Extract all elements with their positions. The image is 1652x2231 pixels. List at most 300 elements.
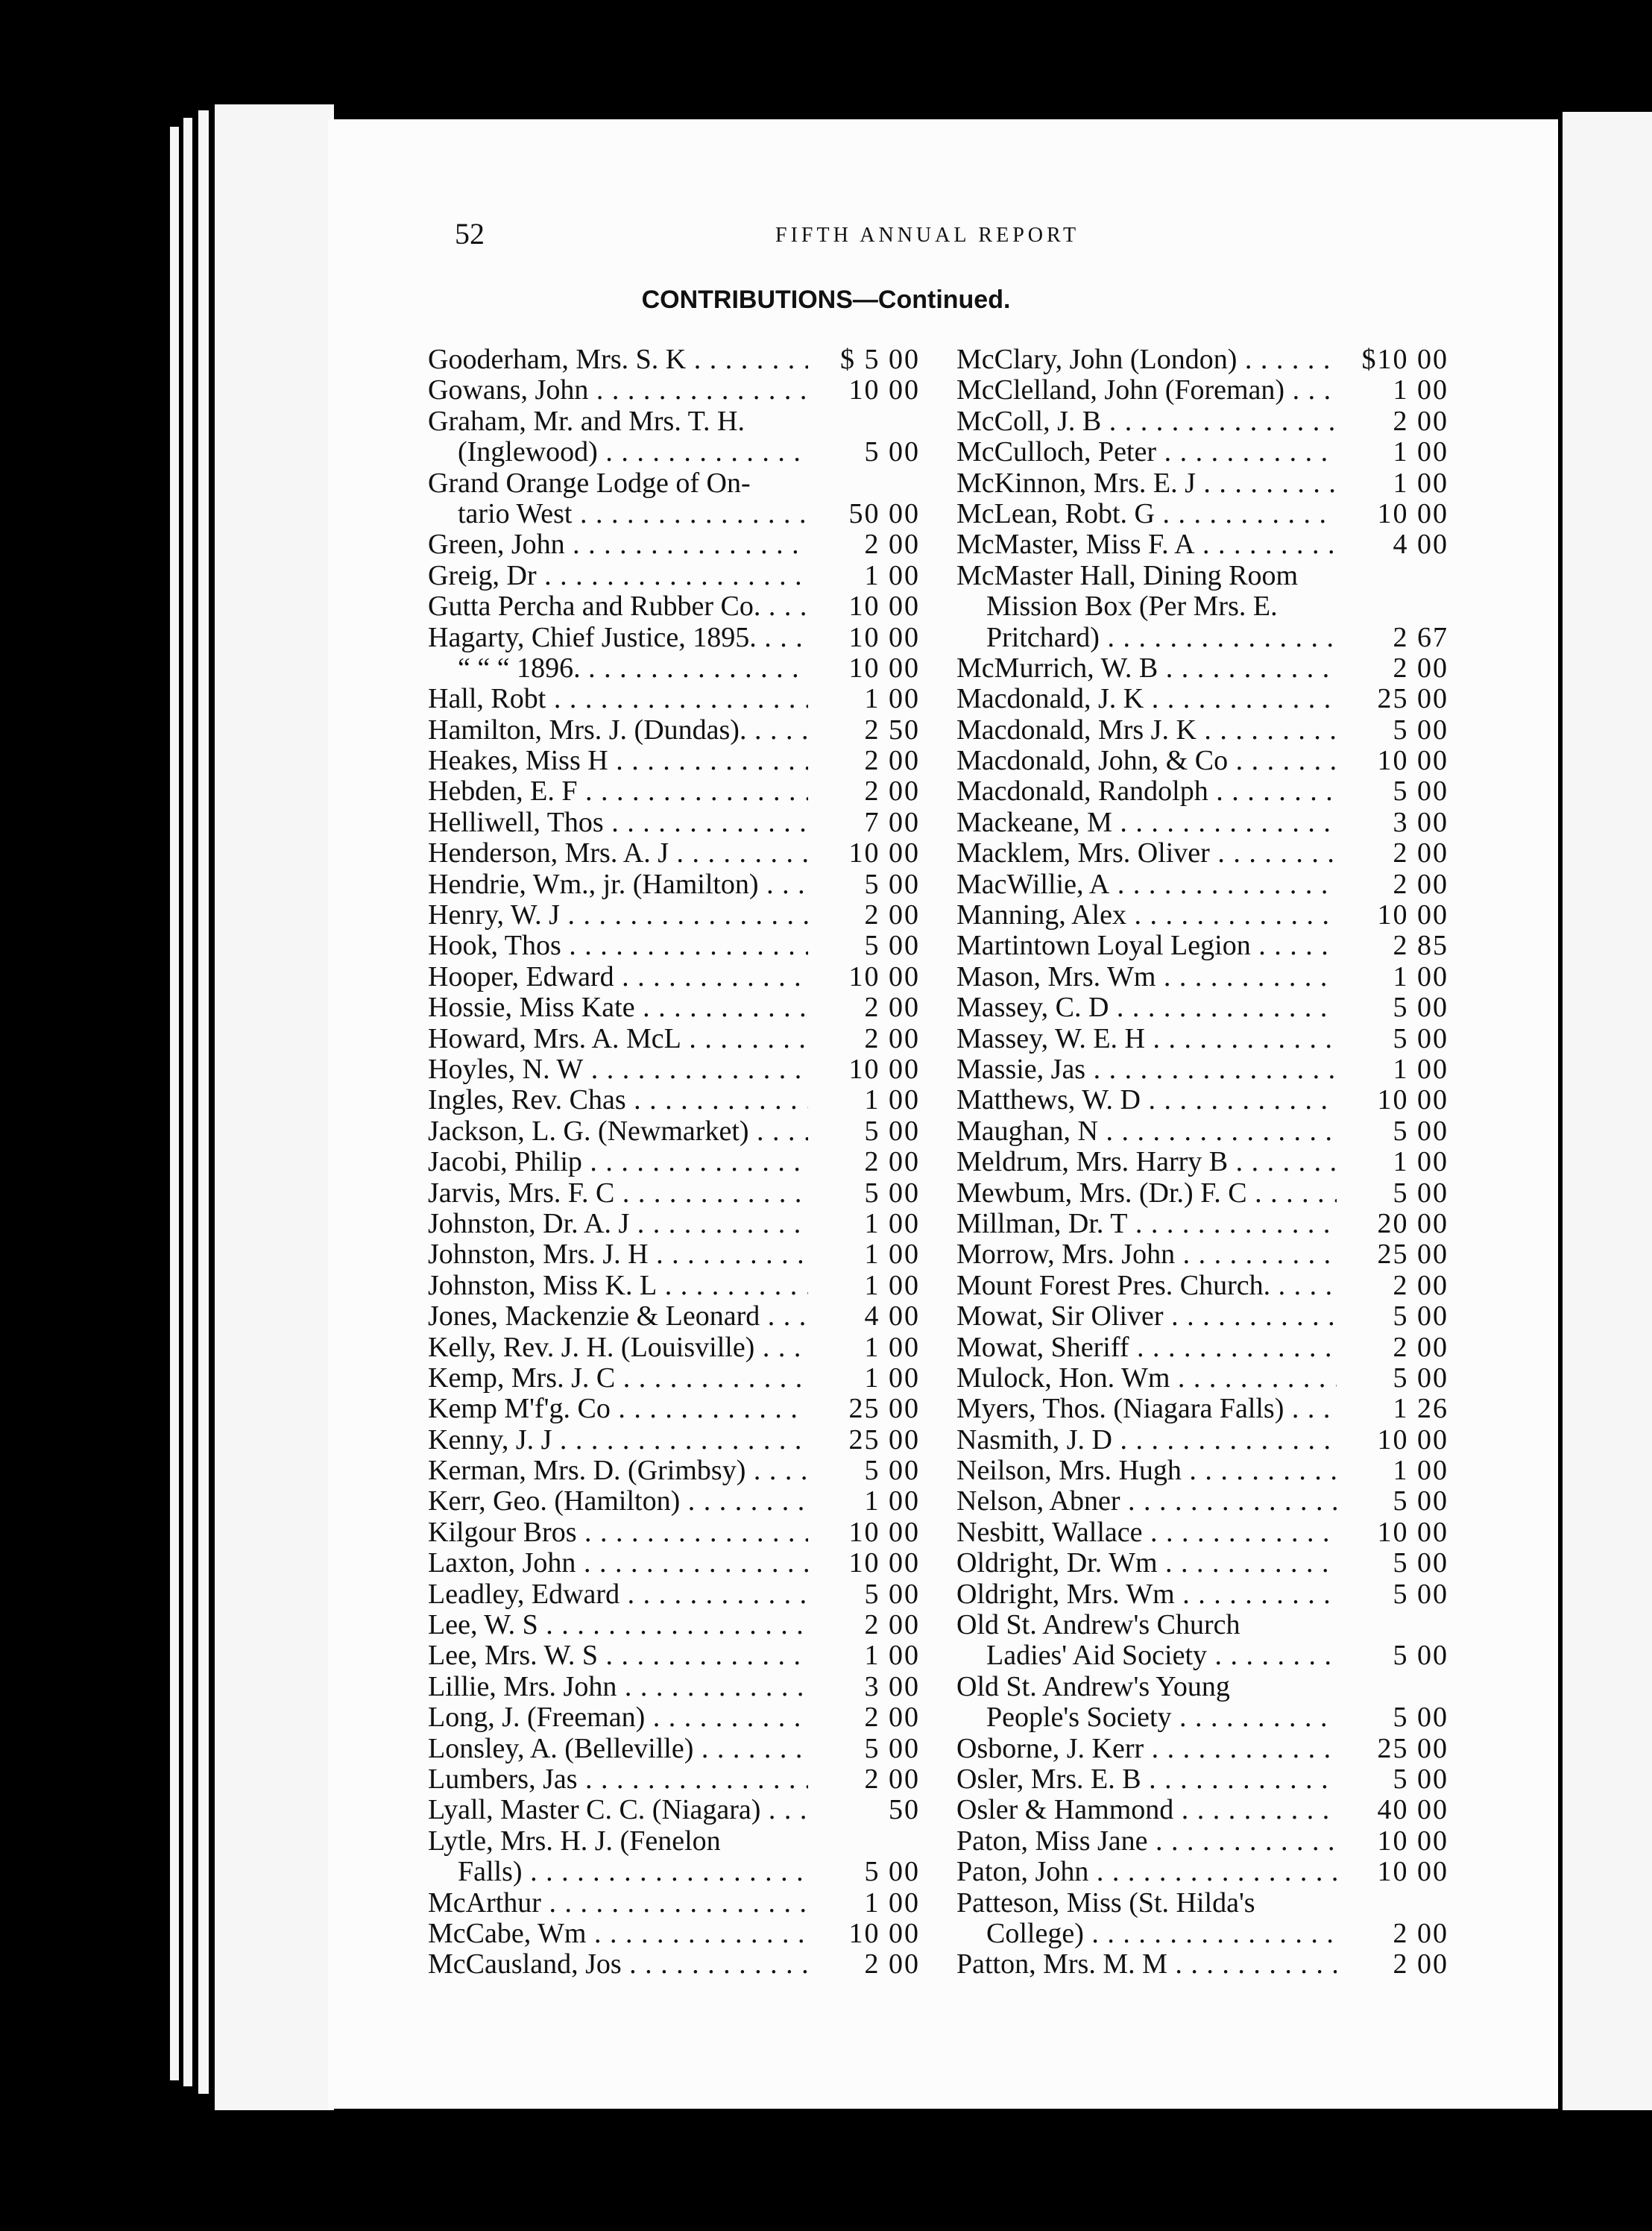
contributor-name: Hoyles, N. W . . . [428, 1054, 808, 1085]
contribution-amount: 2 00 [1338, 1919, 1448, 1949]
contribution-amount: 5 00 [1338, 776, 1448, 807]
contribution-row [956, 375, 1448, 406]
contribution-row [428, 1301, 920, 1332]
contribution-amount: 5 00 [1338, 1486, 1448, 1517]
contribution-amount: 10 00 [1338, 746, 1448, 776]
contributor-name: Greig, Dr . . . [428, 561, 808, 591]
contribution-amount: 5 00 [810, 1734, 920, 1764]
contributor-name: Lillie, Mrs. John . . . [428, 1672, 808, 1702]
contributor-name: McMaster, Miss F. A . . . [956, 529, 1337, 560]
contributor-name: Gutta Percha and Rubber Co. . . . [428, 591, 808, 622]
contribution-amount: 1 00 [810, 1363, 920, 1394]
contributor-name: Johnston, Miss K. L . . . [428, 1271, 808, 1301]
contribution-row [428, 1702, 920, 1733]
contributor-name: Kerman, Mrs. D. (Grimbsy) . . . [428, 1456, 808, 1486]
contribution-amount: 1 00 [1338, 1456, 1448, 1486]
contribution-row [428, 900, 920, 931]
contribution-amount: 10 00 [810, 1517, 920, 1548]
contribution-row [428, 869, 920, 900]
contribution-row [956, 1332, 1448, 1363]
contribution-row [956, 1394, 1448, 1424]
contribution-row [956, 406, 1448, 437]
contribution-row [428, 1363, 920, 1394]
contribution-amount: 50 [810, 1795, 920, 1825]
contribution-amount: 1 00 [1338, 468, 1448, 499]
contribution-amount: 25 00 [1338, 684, 1448, 714]
contributor-name: Mackeane, M . . . [956, 808, 1337, 838]
contributor-name: Lumbers, Jas . . . [428, 1764, 808, 1795]
page-edge-1 [170, 127, 179, 2080]
page-edge-2 [183, 118, 192, 2086]
contributor-name: Leadley, Edward . . . [428, 1579, 808, 1610]
contributor-name: Lee, W. S . . . [428, 1610, 808, 1640]
contributor-name: Howard, Mrs. A. McL . . . [428, 1024, 808, 1054]
contributor-name: Martintown Loyal Legion . . . [956, 931, 1337, 961]
facing-page-edge [1563, 112, 1652, 2110]
contribution-amount: 5 00 [1338, 1640, 1448, 1671]
contribution-row [956, 962, 1448, 992]
contribution-row [428, 962, 920, 992]
contribution-amount: 2 67 [1338, 623, 1448, 653]
contribution-row [956, 1919, 1448, 1949]
contribution-row [956, 1610, 1448, 1640]
contribution-amount: 10 00 [1338, 900, 1448, 931]
contributor-name: Mason, Mrs. Wm . . . [956, 962, 1337, 992]
contribution-row [956, 1271, 1448, 1301]
running-head: FIFTH ANNUAL REPORT [775, 224, 1080, 247]
contribution-amount: 2 00 [1338, 1332, 1448, 1363]
contribution-amount: 10 00 [810, 623, 920, 653]
contributor-name: Johnston, Mrs. J. H . . . [428, 1239, 808, 1270]
contributor-name: McMaster Hall, Dining Room [956, 560, 1299, 591]
contribution-amount: 3 00 [810, 1672, 920, 1702]
contribution-amount: 40 00 [1338, 1795, 1448, 1825]
contribution-amount: 1 00 [810, 1209, 920, 1239]
contribution-amount: 2 00 [810, 529, 920, 560]
contribution-amount: $ 5 00 [810, 344, 920, 375]
contribution-row [428, 992, 920, 1023]
contribution-row [956, 992, 1448, 1023]
contribution-row [956, 561, 1448, 591]
contribution-row [428, 591, 920, 622]
contributor-name: Gooderham, Mrs. S. K . . . [428, 344, 808, 375]
contribution-row [428, 1456, 920, 1486]
contribution-row [956, 808, 1448, 838]
contributor-name: Old St. Andrew's Young [956, 1671, 1230, 1702]
contribution-row [428, 1579, 920, 1610]
contributor-name: Osler, Mrs. E. B . . . [956, 1764, 1337, 1795]
contributor-name: Hossie, Miss Kate . . . [428, 992, 808, 1023]
contribution-amount: 5 00 [810, 1456, 920, 1486]
contribution-amount: 10 00 [810, 591, 920, 622]
contribution-amount: 5 00 [1338, 1178, 1448, 1209]
contributor-name: Hooper, Edward . . . [428, 962, 808, 992]
contribution-amount: 2 85 [1338, 931, 1448, 961]
contribution-row [428, 561, 920, 591]
contributor-name: Ingles, Rev. Chas . . . [428, 1085, 808, 1116]
contribution-row [428, 1239, 920, 1270]
contributor-name: Massie, Jas . . . [956, 1054, 1337, 1085]
contribution-amount: 2 00 [1338, 1949, 1448, 1980]
contribution-row [956, 1548, 1448, 1579]
contributor-name: Nesbitt, Wallace . . . [956, 1517, 1337, 1548]
contribution-row [956, 623, 1448, 653]
contribution-row [428, 1178, 920, 1209]
contribution-row [428, 1054, 920, 1085]
contribution-row [428, 468, 920, 499]
contribution-row [956, 1702, 1448, 1733]
contributor-name: Helliwell, Thos . . . [428, 808, 808, 838]
contribution-row [956, 900, 1448, 931]
contribution-row [956, 838, 1448, 869]
contribution-row [956, 1147, 1448, 1177]
contribution-row [428, 808, 920, 838]
contributor-name: Grand Orange Lodge of On- [428, 468, 751, 499]
contribution-amount: 5 00 [1338, 992, 1448, 1023]
contributor-name: Heakes, Miss H . . . [428, 746, 808, 776]
contribution-amount: 5 00 [810, 437, 920, 468]
contributor-name: Lonsley, A. (Belleville) . . . [428, 1734, 808, 1764]
contribution-row [428, 776, 920, 807]
contribution-row [956, 653, 1448, 684]
left-column [428, 344, 920, 1980]
contribution-amount: 2 00 [810, 1764, 920, 1795]
contribution-amount: 1 00 [810, 1239, 920, 1270]
contribution-row [428, 684, 920, 714]
contribution-amount: 1 26 [1338, 1394, 1448, 1424]
contribution-amount: 1 00 [810, 684, 920, 714]
contributor-name: Hagarty, Chief Justice, 1895. . . . [428, 623, 808, 653]
contribution-row [428, 1209, 920, 1239]
contributor-name: Hebden, E. F . . . [428, 776, 808, 807]
contributor-name: Macdonald, Randolph . . . [956, 776, 1337, 807]
contribution-amount: 25 00 [810, 1394, 920, 1424]
contribution-amount: 10 00 [810, 838, 920, 869]
contribution-row [956, 1640, 1448, 1671]
contributor-name: Maughan, N . . . [956, 1116, 1337, 1147]
contribution-amount: 5 00 [1338, 1301, 1448, 1332]
contribution-amount: 2 00 [810, 1147, 920, 1177]
contributor-name: Manning, Alex . . . [956, 900, 1337, 931]
contributor-name: Kerr, Geo. (Hamilton) . . . [428, 1486, 808, 1517]
contribution-amount: 2 00 [810, 992, 920, 1023]
contribution-amount: 7 00 [810, 808, 920, 838]
contributor-name: tario West . . . [458, 499, 808, 529]
contribution-row [956, 591, 1448, 622]
contribution-row [428, 437, 920, 468]
contributor-name: Lyall, Master C. C. (Niagara) . . . [428, 1795, 808, 1825]
contribution-row [428, 1795, 920, 1825]
contribution-row [956, 1486, 1448, 1517]
contributor-name: Kelly, Rev. J. H. (Louisville) . . . [428, 1332, 808, 1363]
contribution-row [956, 1209, 1448, 1239]
contributor-name: Macdonald, John, & Co . . . [956, 746, 1337, 776]
contribution-row [428, 1425, 920, 1456]
contribution-row [956, 1734, 1448, 1764]
contribution-amount: 5 00 [810, 931, 920, 961]
contribution-row [956, 344, 1448, 375]
contribution-amount: 5 00 [810, 1857, 920, 1887]
contribution-row [428, 746, 920, 776]
contributor-name: Laxton, John . . . [428, 1548, 808, 1579]
contributor-name: Matthews, W. D . . . [956, 1085, 1337, 1116]
page-number: 52 [455, 217, 485, 251]
contribution-amount: 5 00 [1338, 1024, 1448, 1054]
contribution-row [956, 1579, 1448, 1610]
contribution-row [428, 1764, 920, 1795]
contribution-row [428, 344, 920, 375]
contributor-name: People's Society . . . [986, 1702, 1337, 1733]
contributor-name: Gowans, John . . . [428, 375, 808, 406]
contribution-row [956, 529, 1448, 560]
contribution-row [956, 468, 1448, 499]
contribution-amount: 1 00 [810, 1085, 920, 1116]
contributor-name: Patton, Mrs. M. M . . . [956, 1949, 1337, 1980]
contribution-row [428, 1147, 920, 1177]
contribution-amount: 5 00 [1338, 1579, 1448, 1610]
contributor-name: Hall, Robt . . . [428, 684, 808, 714]
contribution-amount: 5 00 [810, 869, 920, 900]
contribution-amount: 10 00 [810, 653, 920, 684]
contributor-name: Lytle, Mrs. H. J. (Fenelon [428, 1825, 721, 1857]
contribution-row [956, 1178, 1448, 1209]
contribution-amount: 2 00 [1338, 869, 1448, 900]
contribution-row [956, 1301, 1448, 1332]
contributor-name: McCabe, Wm . . . [428, 1919, 808, 1949]
contribution-amount: 1 00 [810, 1271, 920, 1301]
page-edge-4 [215, 104, 334, 2110]
contributor-name: Lee, Mrs. W. S . . . [428, 1640, 808, 1671]
contribution-row [956, 1363, 1448, 1394]
contribution-row [428, 1949, 920, 1980]
contribution-row [428, 1116, 920, 1147]
contribution-amount: 1 00 [810, 1640, 920, 1671]
contribution-amount: 10 00 [810, 375, 920, 406]
contribution-row [956, 1456, 1448, 1486]
contribution-row [428, 406, 920, 437]
contribution-amount: 2 00 [1338, 653, 1448, 684]
contribution-amount: 5 00 [1338, 1363, 1448, 1394]
contribution-row [956, 715, 1448, 746]
contributor-name: McColl, J. B . . . [956, 406, 1337, 437]
contribution-amount: 3 00 [1338, 808, 1448, 838]
contribution-amount: 5 00 [1338, 1548, 1448, 1579]
contributor-name: Jones, Mackenzie & Leonard . . . [428, 1301, 808, 1332]
contributor-name: Millman, Dr. T . . . [956, 1209, 1337, 1239]
contribution-amount: 5 00 [810, 1116, 920, 1147]
contribution-row [956, 1116, 1448, 1147]
contributor-name: Jackson, L. G. (Newmarket) . . . [428, 1116, 808, 1147]
contribution-row [956, 1949, 1448, 1980]
contribution-row [956, 499, 1448, 529]
contribution-amount: 1 00 [810, 561, 920, 591]
contribution-row [956, 1888, 1448, 1919]
contribution-amount: 4 00 [1338, 529, 1448, 560]
contributor-name: Oldright, Mrs. Wm . . . [956, 1579, 1337, 1610]
contribution-amount: 1 00 [1338, 437, 1448, 468]
contribution-row [956, 437, 1448, 468]
contribution-row [428, 499, 920, 529]
contributor-name: Old St. Andrew's Church [956, 1610, 1240, 1641]
contribution-amount: 2 00 [1338, 838, 1448, 869]
contribution-amount: 5 00 [1338, 1764, 1448, 1795]
contribution-amount: 10 00 [1338, 1826, 1448, 1857]
contribution-row [428, 1517, 920, 1548]
contribution-row [428, 715, 920, 746]
contributor-name: Kemp M'f'g. Co . . . [428, 1394, 808, 1424]
contributor-name: Paton, Miss Jane . . . [956, 1826, 1337, 1857]
contributor-name: Neilson, Mrs. Hugh . . . [956, 1456, 1337, 1486]
contribution-amount: 1 00 [1338, 375, 1448, 406]
contribution-row [428, 375, 920, 406]
contributor-name: Mewbum, Mrs. (Dr.) F. C . . . [956, 1178, 1337, 1209]
contribution-amount: 1 00 [810, 1486, 920, 1517]
contribution-amount: 5 00 [1338, 1702, 1448, 1733]
contribution-row [956, 1085, 1448, 1116]
contributor-name: McMurrich, W. B . . . [956, 653, 1337, 684]
contribution-row [428, 1640, 920, 1671]
contributor-name: Henry, W. J . . . [428, 900, 808, 931]
contributor-name: Mission Box (Per Mrs. E. [986, 591, 1278, 623]
contribution-amount: 2 00 [810, 746, 920, 776]
contributor-name: Jacobi, Philip . . . [428, 1147, 808, 1177]
contributor-name: Oldright, Dr. Wm . . . [956, 1548, 1337, 1579]
contributor-name: College) . . . [986, 1919, 1337, 1949]
contributor-name: Meldrum, Mrs. Harry B . . . [956, 1147, 1337, 1177]
contribution-row [956, 776, 1448, 807]
contribution-amount: $10 00 [1338, 344, 1448, 375]
contribution-amount: 2 00 [810, 1610, 920, 1640]
contributor-name: Massey, W. E. H . . . [956, 1024, 1337, 1054]
contributor-name: “ “ “ 1896. . . . [458, 653, 808, 684]
contribution-row [428, 1271, 920, 1301]
contributor-name: Graham, Mr. and Mrs. T. H. [428, 406, 745, 437]
contribution-amount: 10 00 [1338, 1425, 1448, 1456]
contribution-row [428, 1486, 920, 1517]
contribution-row [428, 1734, 920, 1764]
contributor-name: McCausland, Jos . . . [428, 1949, 808, 1980]
contribution-row [956, 1517, 1448, 1548]
contributor-name: McArthur . . . [428, 1888, 808, 1919]
contributor-name: Macdonald, J. K . . . [956, 684, 1337, 714]
contributor-name: Osborne, J. Kerr . . . [956, 1734, 1337, 1764]
contribution-row [428, 1332, 920, 1363]
contribution-amount: 5 00 [810, 1579, 920, 1610]
contributor-name: Henderson, Mrs. A. J . . . [428, 838, 808, 869]
contribution-amount: 10 00 [810, 1548, 920, 1579]
contributor-name: Mowat, Sir Oliver . . . [956, 1301, 1337, 1332]
contributor-name: McCulloch, Peter . . . [956, 437, 1337, 468]
contribution-amount: 4 00 [810, 1301, 920, 1332]
contributor-name: Myers, Thos. (Niagara Falls) . . . [956, 1394, 1337, 1424]
contribution-amount: 20 00 [1338, 1209, 1448, 1239]
contribution-row [956, 1024, 1448, 1054]
contributor-name: Paton, John . . . [956, 1857, 1337, 1887]
contribution-amount: 5 00 [1338, 1116, 1448, 1147]
contribution-row [428, 1610, 920, 1640]
contribution-row [956, 1672, 1448, 1702]
contribution-amount: 1 00 [810, 1332, 920, 1363]
contribution-amount: 50 00 [810, 499, 920, 529]
contribution-row [428, 1085, 920, 1116]
contributor-name: Kenny, J. J . . . [428, 1425, 808, 1456]
contribution-row [428, 1394, 920, 1424]
contributor-name: McClelland, John (Foreman) . . . [956, 375, 1337, 406]
contribution-amount: 1 00 [810, 1888, 920, 1919]
contribution-row [428, 1857, 920, 1887]
contribution-amount: 10 00 [810, 1054, 920, 1085]
contributor-name: Macklem, Mrs. Oliver . . . [956, 838, 1337, 869]
contribution-row [428, 1672, 920, 1702]
contribution-amount: 10 00 [810, 962, 920, 992]
contribution-amount: 25 00 [1338, 1734, 1448, 1764]
contribution-amount: 2 00 [810, 1702, 920, 1733]
contribution-row [956, 1764, 1448, 1795]
contribution-row [956, 746, 1448, 776]
contribution-amount: 1 00 [1338, 962, 1448, 992]
contribution-row [428, 838, 920, 869]
contribution-amount: 25 00 [810, 1425, 920, 1456]
contribution-row [956, 1826, 1448, 1857]
contributor-name: Mulock, Hon. Wm . . . [956, 1363, 1337, 1394]
contributor-name: Osler & Hammond . . . [956, 1795, 1337, 1825]
contributor-name: Macdonald, Mrs J. K . . . [956, 715, 1337, 746]
contributor-name: Falls) . . . [458, 1857, 808, 1887]
contribution-amount: 2 50 [810, 715, 920, 746]
contribution-amount: 10 00 [1338, 1517, 1448, 1548]
contributor-name: Hendrie, Wm., jr. (Hamilton) . . . [428, 869, 808, 900]
contribution-row [428, 529, 920, 560]
contribution-amount: 2 00 [810, 900, 920, 931]
contributor-name: (Inglewood) . . . [458, 437, 808, 468]
page-edge-3 [198, 110, 209, 2094]
contribution-row [956, 1239, 1448, 1270]
contribution-amount: 1 00 [1338, 1147, 1448, 1177]
contributor-name: Long, J. (Freeman) . . . [428, 1702, 808, 1733]
contributor-name: McKinnon, Mrs. E. J . . . [956, 468, 1337, 499]
contribution-row [428, 1024, 920, 1054]
contribution-row [956, 684, 1448, 714]
contributor-name: Nasmith, J. D . . . [956, 1425, 1337, 1456]
contributor-name: Pritchard) . . . [986, 623, 1337, 653]
contribution-row [428, 653, 920, 684]
contribution-amount: 2 00 [810, 776, 920, 807]
contribution-row [956, 1054, 1448, 1085]
contribution-amount: 10 00 [1338, 1857, 1448, 1887]
contribution-amount: 2 00 [810, 1024, 920, 1054]
right-column [956, 344, 1448, 1980]
contributor-name: Nelson, Abner . . . [956, 1486, 1337, 1517]
contribution-row [956, 1425, 1448, 1456]
contributor-name: Hamilton, Mrs. J. (Dundas). . . . [428, 715, 808, 746]
contribution-row [428, 1826, 920, 1857]
contributor-name: MacWillie, A . . . [956, 869, 1337, 900]
contribution-row [956, 1857, 1448, 1887]
contribution-amount: 2 00 [810, 1949, 920, 1980]
contributor-name: Kilgour Bros . . . [428, 1517, 808, 1548]
contribution-row [956, 1795, 1448, 1825]
contributor-name: McClary, John (London) . . . [956, 344, 1337, 375]
contribution-amount: 10 00 [1338, 499, 1448, 529]
contribution-amount: 5 00 [810, 1178, 920, 1209]
contribution-amount: 25 00 [1338, 1239, 1448, 1270]
contribution-row [428, 1888, 920, 1919]
contributor-name: Morrow, Mrs. John . . . [956, 1239, 1337, 1270]
contributor-name: Johnston, Dr. A. J . . . [428, 1209, 808, 1239]
contributor-name: Ladies' Aid Society . . . [986, 1640, 1337, 1671]
contributor-name: Patteson, Miss (St. Hilda's [956, 1887, 1255, 1919]
contributor-name: Kemp, Mrs. J. C . . . [428, 1363, 808, 1394]
